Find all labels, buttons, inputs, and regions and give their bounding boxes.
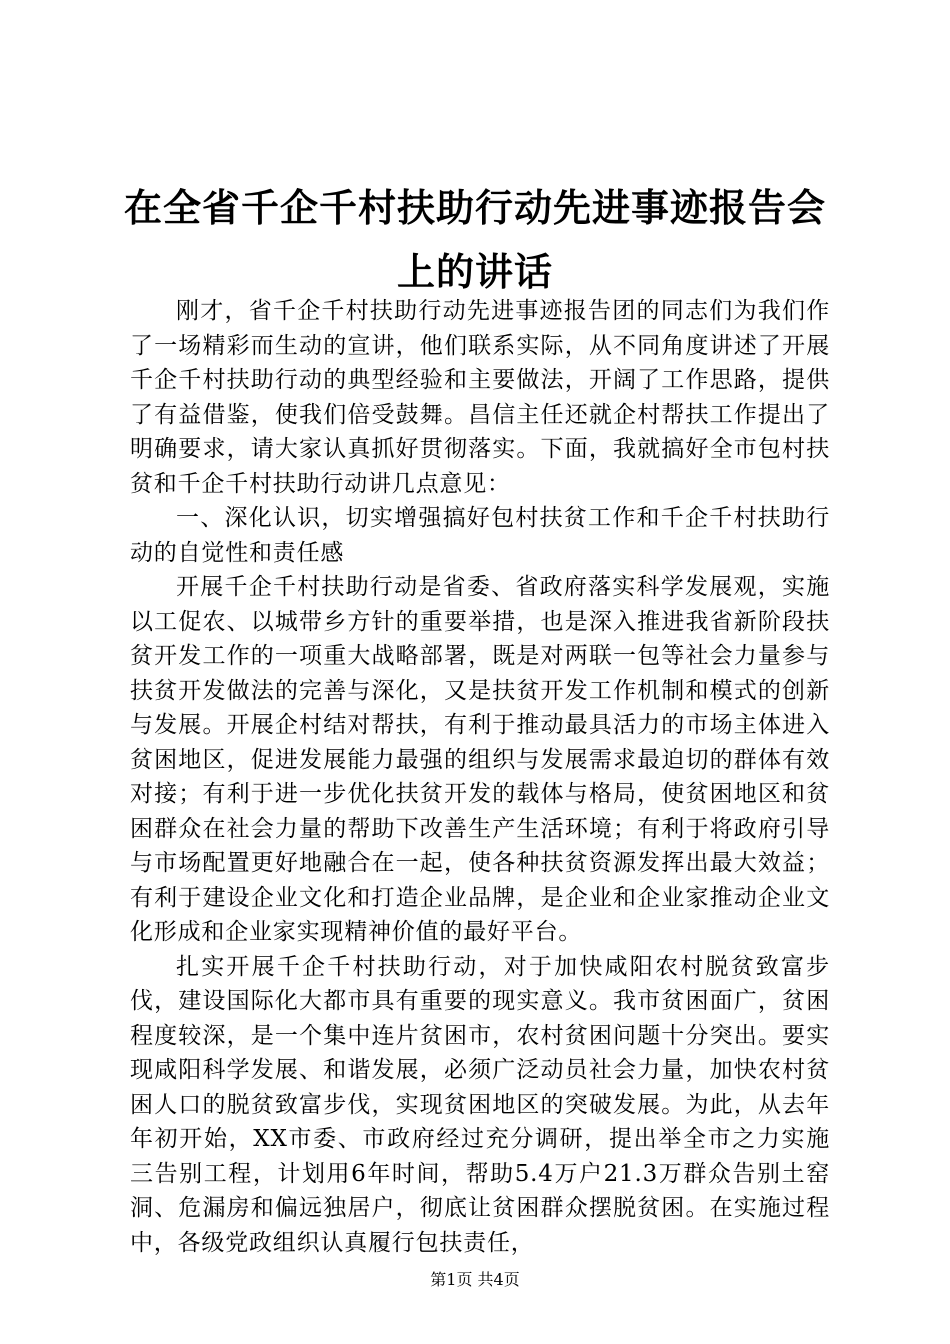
document-body: [130, 294, 830, 1260]
paragraph-xianyang: 扎实开展千企千村扶助行动，对于加快咸阳农村脱贫致富步伐，建设国际化大都市具有重要的现实意义。我市贫困面广，贫困程度较深，是一个集中连片贫困市，农村贫困问题十分突出。要实现咸阳科学发展、和谐发展，必须广泛动员社会力量，加快农村贫困人口的脱贫致富步伐，实现贫困地区的突破发展。为此，从去年年初开始，XX市委、市政府经过充分调研，提出举全市之力实施三告别工程，计划用6年时间，帮助5.4万户21.3万群众告别土窑洞、危漏房和偏远独居户，彻底让贫困群众摆脱贫困。在实施过程中，各级党政组织认真履行包扶责任，: [130, 953, 830, 1256]
document-title: 在全省千企千村扶助行动先进事迹报告会上的讲话: [123, 185, 826, 294]
paragraph-significance: 开展千企千村扶助行动是省委、省政府落实科学发展观，实施以工促农、以城带乡方针的重要举措，也是深入推进我省新阶段扶贫开发工作的一项重大战略部署，既是对两联一包等社会力量参与扶贫开发做法的完善与深化，又是扶贫开发工作机制和模式的创新与发展。开展企村结对帮扶，有利于推动最具活力的市场主体进入贫困地区，促进发展能力最强的组织与发展需求最迫切的群体有效对接；有利于进一步优化扶贫开发的载体与格局，使贫困地区和贫困群众在社会力量的帮助下改善生产生活环境；有利于将政府引导与市场配置更好地融合在一起，使各种扶贫资源发挥出最大效益；有利于建设企业文化和打造企业品牌，是企业和企业家推动企业文化形成和企业家实现精神价值的最好平台。: [130, 574, 830, 945]
section-heading-1: 一、深化认识，切实增强搞好包村扶贫工作和千企千村扶助行动的自觉性和责任感: [130, 505, 830, 566]
paragraph-intro: 刚才，省千企千村扶助行动先进事迹报告团的同志们为我们作了一场精彩而生动的宣讲，他们联系实际，从不同角度讲述了开展千企千村扶助行动的典型经验和主要做法，开阔了工作思路，提供了有益借鉴，使我们倍受鼓舞。昌信主任还就企村帮扶工作提出了明确要求，请大家认真抓好贯彻落实。下面，我就搞好全市包村扶贫和千企千村扶助行动讲几点意见：: [130, 298, 830, 497]
page-footer: 第1页 共4页: [430, 1270, 520, 1289]
